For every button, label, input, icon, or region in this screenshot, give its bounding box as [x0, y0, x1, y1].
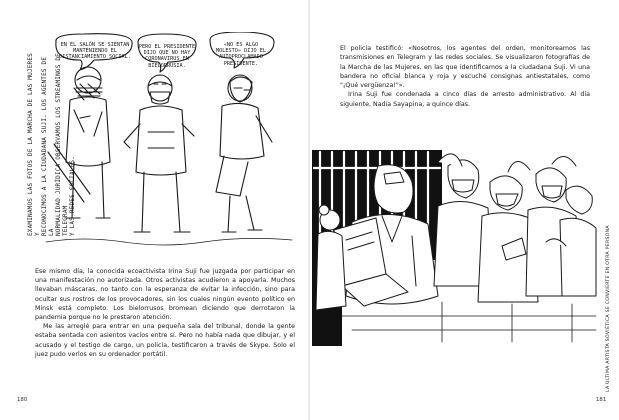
caption-line: Y LAS REDES SOCIALES.: [69, 155, 77, 236]
caption-line: NORMALIDAD JURÍDICA OBSERVAMOS LOS STREAMINGS DE TELEGRAM: [55, 53, 69, 236]
protester-figure-mask: [124, 75, 194, 232]
paragraph: Ese mismo día, la conocida ecoactivista Irina Suji fue juzgada por participar en una manifestación no autorizada. Otros activistas acudieron a apoyarla. Muchos llevaban máscaras, no tanto con la esperanza de evitar la infección, sino para ocultar sus rostros de los provocadores, sin los cuales ningún evento político en Minsk está completo. Los bielorrusos bromean diciendo que derrotaron la pandemia porque no le prestaron atención.: [35, 268, 295, 322]
page-number-left: 180: [17, 397, 28, 403]
protester-figure-scarf: [48, 67, 110, 218]
right-body-text: [340, 44, 590, 109]
paragraph: El policía testificó: «Nosotros, los agentes del orden, monitoreamos las transmisiones en Telegram y las redes sociales. Se visualizaron fotografías de la Marcha de las Mujeres, en las que identificamos a la ciudadana Suji. Vi una bandera no oficial blanca y roja y escuché consignas antiestatales, como "¡Qué vergüenza!"».: [340, 45, 590, 90]
speech-bubble-self-proclaimed: «NO ES ALGO MOLESTO» DIJO EL AUTOPROCLAMADO PRESIDENTE.: [216, 42, 266, 67]
speech-bubble-distancing: EN EL SALÓN SE SIENTAN MANTENIENDO EL DISTANCIAMIENTO SOCIAL.: [59, 42, 131, 61]
protester-figure-back: [216, 75, 272, 232]
caption-line: RECONOCIMOS A LA CIUDADANA SUJI. LOS AGENTES DE LA: [41, 56, 55, 236]
page-number-right: 181: [596, 397, 607, 403]
courtroom-illustration: [312, 146, 597, 346]
right-vertical-caption: LA ÚLTIMA ARTISTA SOVIÉTICA SE CONVIERTE EN OTRA PERSONA: [606, 225, 611, 392]
caption-line: EXAMINAMOS LAS FOTOS DE LA MARCHA DE LAS MUJERES Y: [27, 53, 41, 236]
paragraph: Me las arreglé para entrar en una pequeña sala del tribunal, donde la gente estaba sentada con asientos vacíos entre sí. Pero no había nada que dibujar, y el acusado y el testigo de cargo, un policía, testificaron a través de Skype. Solo el juez pudo verlos en su ordenador portátil.: [35, 323, 295, 358]
speech-bubble-president: PERO EL PRESIDENTE DIJO QUE NO HAY CORONAVIRUS EN BIELORRUSIA.: [138, 44, 196, 69]
paragraph: Irina Suji fue condenada a cinco días de arresto administrativo. Al día siguiente, Nadia Sayapina, a quince días.: [340, 91, 590, 108]
left-body-text: [35, 267, 295, 359]
page-gutter: [308, 0, 310, 420]
mask-wearing-crowd: [434, 154, 596, 302]
